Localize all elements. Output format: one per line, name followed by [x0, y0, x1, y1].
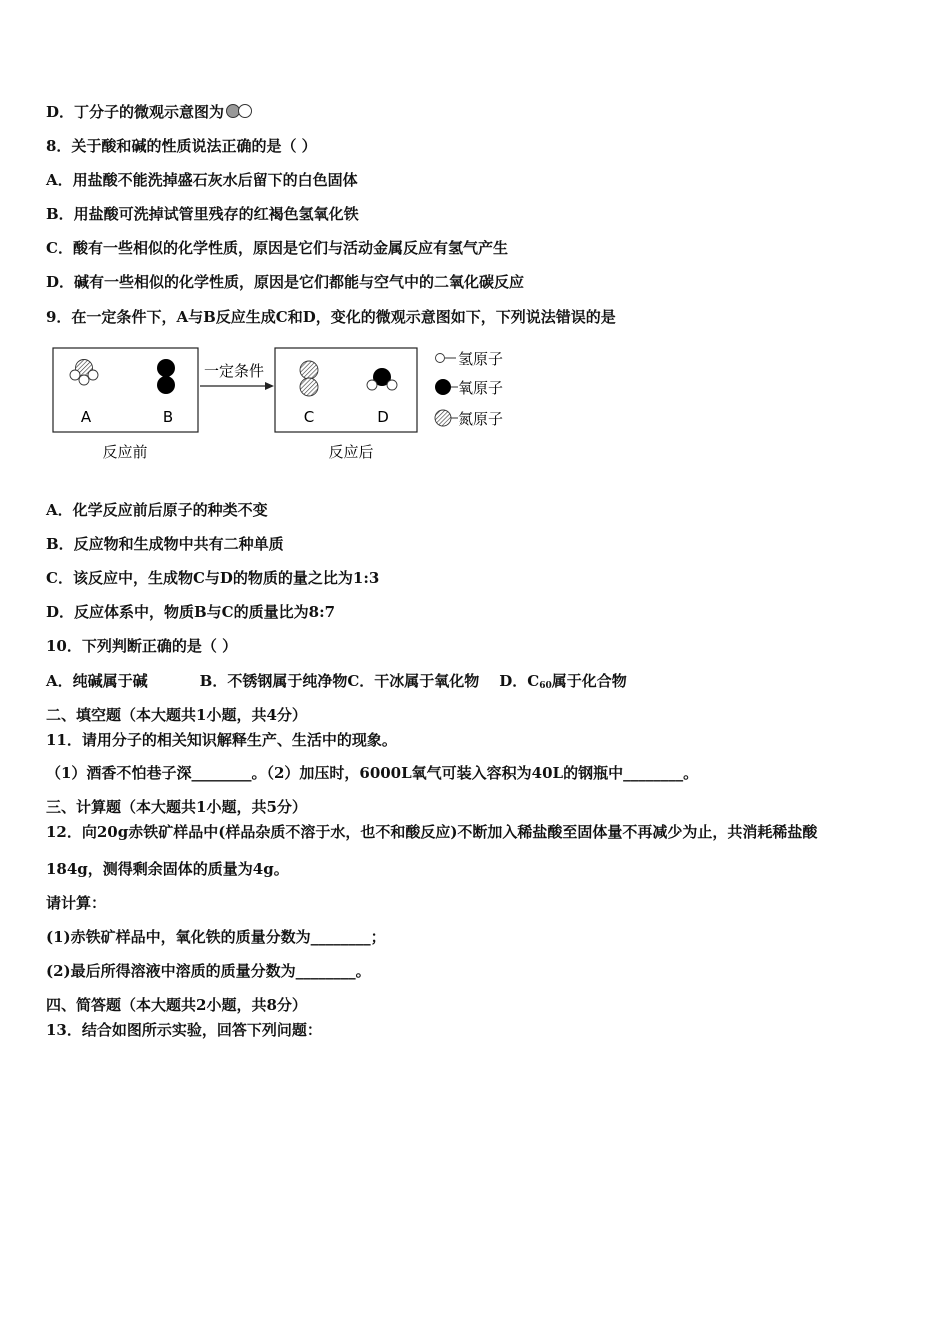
oxygen-atom-icon	[435, 379, 451, 395]
q12-part2: (2)最后所得溶液中溶质的质量分数为________。	[46, 962, 371, 980]
q10-stem: 10．下列判断正确的是（ ）	[46, 637, 238, 655]
q8-option-d: D．碱有一些相似的化学性质，原因是它们都能与空气中的二氧化碳反应	[46, 273, 525, 291]
q12-part1: (1)赤铁矿样品中，氧化铁的质量分数为________；	[46, 928, 386, 946]
legend-nitrogen: 氮原子	[458, 410, 504, 428]
q10-options	[46, 671, 627, 696]
nitrogen-atom-icon	[435, 410, 451, 426]
legend-hydrogen: 氢原子	[458, 350, 504, 368]
q9-stem: 9．在一定条件下，A与B反应生成C和D，变化的微观示意图如下，下列说法错误的是	[46, 308, 616, 326]
q10-option-d-suffix: 属于化合物	[551, 672, 627, 690]
q8-option-b: B．用盐酸可洗掉试管里残存的红褐色氢氧化铁	[46, 205, 359, 223]
q7-option-d-text: D．丁分子的微观示意图为	[46, 103, 225, 121]
q10-option-d-prefix: D．C	[499, 672, 540, 690]
before-box	[53, 348, 198, 432]
q11-parts: （1）酒香不怕巷子深________。（2）加压时，6000L氧气可装入容积为40L的钢瓶中________。	[46, 764, 699, 782]
reaction-diagram	[48, 340, 548, 468]
hydrogen-atom-icon	[436, 354, 445, 363]
q8-option-c: C．酸有一些相似的化学性质，原因是它们与活动金属反应有氢气产生	[46, 239, 508, 257]
q9-option-c: C．该反应中，生成物C与D的物质的量之比为1:3	[46, 569, 380, 587]
section4-heading: 四、简答题（本大题共2小题，共8分）	[46, 996, 307, 1014]
label-d: D	[377, 408, 389, 426]
molecule-a-icon	[70, 360, 98, 386]
molecule-d-icon	[367, 368, 397, 390]
molecule-icon	[225, 103, 255, 119]
after-box	[275, 348, 417, 432]
q13-stem: 13．结合如图所示实验，回答下列问题：	[46, 1021, 322, 1039]
q10-option-a: A．纯碱属于碱	[46, 672, 148, 690]
section2-heading: 二、填空题（本大题共1小题，共4分）	[46, 706, 307, 724]
q10-option-d	[499, 672, 627, 690]
q8-option-a: A．用盐酸不能洗掉盛石灰水后留下的白色固体	[46, 171, 358, 189]
before-caption: 反应前	[102, 443, 148, 461]
q12-line1: 12．向20g赤铁矿样品中(样品杂质不溶于水，也不和酸反应)不断加入稀盐酸至固体量不再减少为止，共消耗稀盐酸	[46, 823, 818, 841]
section3-heading: 三、计算题（本大题共1小题，共5分）	[46, 798, 307, 816]
molecule-c-icon	[300, 361, 318, 396]
q10-option-c: C．干冰属于氧化物	[347, 672, 480, 690]
q9-option-b: B．反应物和生成物中共有二种单质	[46, 535, 284, 553]
arrow-head-icon	[265, 382, 274, 390]
calc-prompt: 请计算：	[46, 894, 107, 912]
q8-stem: 8．关于酸和碱的性质说法正确的是（ ）	[46, 137, 317, 155]
q9-option-a: A．化学反应前后原子的种类不变	[46, 501, 268, 519]
label-c: C	[303, 408, 315, 426]
legend	[435, 350, 503, 428]
molecule-b-icon	[157, 359, 175, 394]
q10-option-b: B．不锈钢属于纯净物	[199, 672, 348, 690]
label-b: B	[162, 408, 174, 426]
after-caption: 反应后	[328, 443, 374, 461]
q7-option-d	[46, 102, 255, 122]
label-a: A	[80, 408, 92, 426]
q12-line2: 184g，测得剩余固体的质量为4g。	[46, 860, 289, 878]
q9-option-d: D．反应体系中，物质B与C的质量比为8:7	[46, 603, 336, 621]
legend-oxygen: 氧原子	[458, 379, 504, 397]
arrow-condition: 一定条件	[203, 362, 265, 380]
q11-stem: 11．请用分子的相关知识解释生产、生活中的现象。	[46, 731, 397, 749]
q10-option-d-sub: 60	[539, 681, 552, 691]
